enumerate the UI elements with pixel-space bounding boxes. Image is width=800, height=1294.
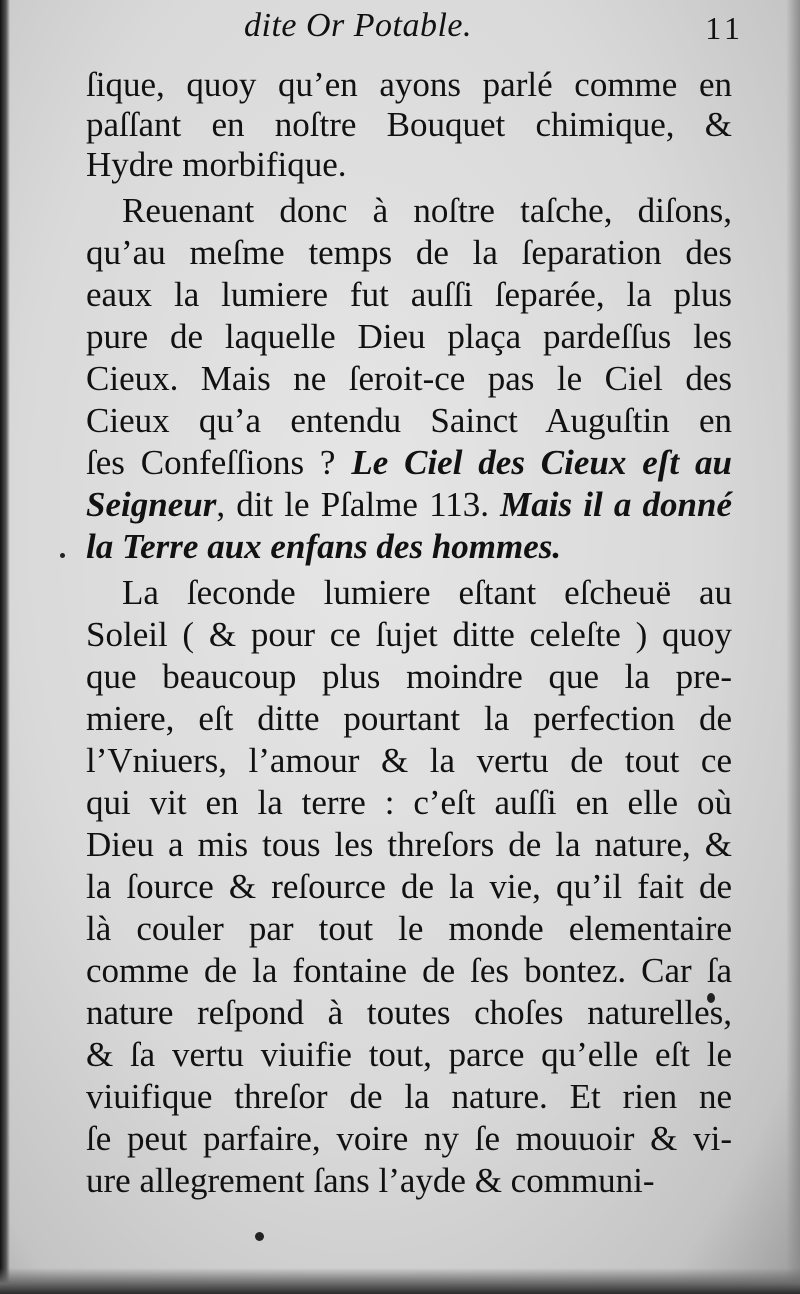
text-segment: comme de la fontaine de ſes bontez. Car ſa <box>86 951 732 990</box>
text-line <box>86 316 732 358</box>
ink-speck <box>60 553 65 558</box>
text-line <box>86 866 732 908</box>
text-segment: & ſa vertu viuifie tout, parce qu’elle eſt le <box>86 1035 732 1074</box>
text-segment: Cieux. Mais ne ſeroit-ce pas le Ciel des <box>86 359 732 398</box>
text-line <box>86 144 732 186</box>
page-bottom-shadow <box>0 1268 800 1294</box>
text-segment: Dieu a mis tous les threſors de la nature, & <box>86 825 732 864</box>
text-line <box>86 190 732 232</box>
text-line <box>86 232 732 274</box>
text-segment: pure de laquelle Dieu plaça pardeſſus les <box>86 317 732 356</box>
text-segment: là couler par tout le monde elementaire <box>86 909 732 948</box>
text-line <box>86 274 732 316</box>
text-segment: la ſource & reſource de la vie, qu’il fait de <box>86 867 732 906</box>
text-segment: qu’au meſme temps de la ſeparation des <box>86 233 732 272</box>
running-head: dite Or Potable. <box>244 7 473 44</box>
text-line <box>86 698 732 740</box>
page-right-shadow <box>786 0 800 1294</box>
text-segment: nature reſpond à toutes choſes naturelles, <box>86 993 732 1032</box>
text-line <box>86 442 732 484</box>
text-line <box>86 992 732 1034</box>
text-line <box>86 908 732 950</box>
italic-quotation: Le Ciel des Cieux eſt au <box>351 443 732 482</box>
text-block <box>86 0 744 1200</box>
text-segment: miere, eſt ditte pourtant la perfection de <box>86 699 732 738</box>
text-line <box>86 1118 732 1160</box>
text-line <box>86 1034 732 1076</box>
text-segment: Cieux qu’a entendu Sainct Auguſtin en <box>86 401 732 440</box>
text-line <box>86 824 732 866</box>
text-segment: viuifique threſor de la nature. Et rien ne <box>86 1077 732 1116</box>
text-segment: qui vit en la terre : c’eſt auſſi en elle où <box>86 783 732 822</box>
page-header <box>86 0 744 56</box>
text-line <box>86 400 732 442</box>
ink-speck <box>255 1232 264 1241</box>
text-line <box>86 104 732 146</box>
page-left-shadow <box>0 0 10 1294</box>
text-line <box>86 950 732 992</box>
text-segment: Hydre morbifique. <box>86 145 347 184</box>
text-line <box>86 1076 732 1118</box>
text-segment: paſſant en noſtre Bouquet chimique, & <box>86 105 732 144</box>
text-segment: eaux la lumiere fut auſſi ſeparée, la plus <box>86 275 732 314</box>
text-line <box>86 1160 732 1202</box>
text-line <box>86 358 732 400</box>
text-segment: Soleil ( & pour ce ſujet ditte celeſte ) quoy <box>86 615 732 654</box>
text-segment: Reuenant donc à noſtre taſche, diſons, <box>122 191 732 230</box>
text-segment: ſique, quoy qu’en ayons parlé comme en <box>86 65 732 104</box>
text-line <box>86 572 732 614</box>
text-segment: La ſeconde lumiere eſtant eſcheuë au <box>122 573 732 612</box>
italic-quotation: Seigneur <box>86 485 217 524</box>
text-segment: ſe peut parfaire, voire ny ſe mouuoir & vi- <box>86 1119 732 1158</box>
text-line <box>86 614 732 656</box>
text-segment: ure allegrement ſans l’ayde & communi- <box>86 1161 655 1200</box>
text-segment: ſes Confeſſions ? <box>86 443 352 482</box>
text-line <box>86 656 732 698</box>
text-line <box>86 484 732 526</box>
italic-quotation: la Terre aux enfans des hommes. <box>86 527 562 566</box>
text-segment: que beaucoup plus moindre que la pre- <box>86 657 732 696</box>
text-segment: l’Vniuers, l’amour & la vertu de tout ce <box>86 741 732 780</box>
italic-quotation: Mais il a donné <box>500 485 732 524</box>
text-line <box>86 526 732 568</box>
text-line <box>86 64 732 106</box>
page-number: 11 <box>705 10 744 46</box>
text-line <box>86 782 732 824</box>
text-segment: , dit le Pſalme 113. <box>216 485 501 524</box>
text-line <box>86 740 732 782</box>
